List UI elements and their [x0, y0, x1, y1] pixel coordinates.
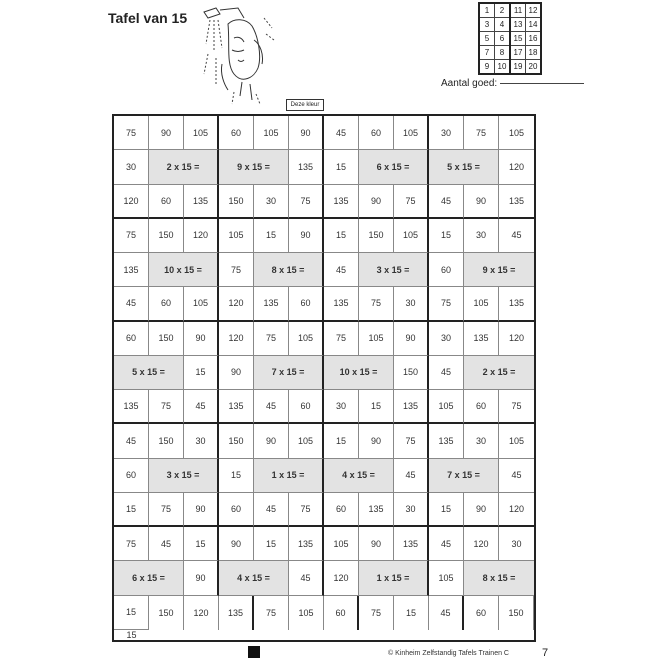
progress-cell[interactable]: 13	[510, 18, 526, 32]
question-cell[interactable]: 3 x 15 =	[149, 459, 219, 493]
answer-cell[interactable]: 135	[499, 185, 534, 219]
answer-cell[interactable]: 60	[464, 390, 499, 424]
answer-cell[interactable]: 30	[429, 322, 464, 356]
answer-cell[interactable]: 75	[359, 596, 394, 630]
answer-cell[interactable]: 45	[149, 527, 184, 561]
progress-cell[interactable]: 5	[479, 32, 495, 46]
answer-cell[interactable]: 75	[149, 390, 184, 424]
answer-cell[interactable]: 60	[324, 596, 359, 630]
answer-cell[interactable]: 45	[324, 253, 359, 287]
answer-cell[interactable]: 15	[219, 459, 254, 493]
answer-cell[interactable]: 30	[464, 219, 499, 253]
answer-cell[interactable]: 75	[219, 253, 254, 287]
answer-cell[interactable]: 75	[499, 390, 534, 424]
question-cell[interactable]: 9 x 15 =	[219, 150, 289, 184]
progress-cell[interactable]: 3	[479, 18, 495, 32]
answer-cell[interactable]: 15	[359, 390, 394, 424]
answer-cell[interactable]: 60	[219, 493, 254, 527]
answer-cell[interactable]: 75	[394, 185, 429, 219]
answer-cell[interactable]: 15	[324, 219, 359, 253]
answer-cell[interactable]: 90	[289, 116, 324, 150]
answer-cell[interactable]: 75	[114, 527, 149, 561]
answer-cell[interactable]: 60	[149, 185, 184, 219]
answer-cell[interactable]: 105	[359, 322, 394, 356]
answer-cell[interactable]: 30	[324, 390, 359, 424]
question-cell[interactable]: 7 x 15 =	[254, 356, 324, 390]
page-number: 7	[542, 647, 549, 659]
answer-cell[interactable]: 150	[499, 596, 534, 630]
answer-cell[interactable]: 105	[184, 287, 219, 321]
answer-cell[interactable]: 105	[254, 116, 289, 150]
answer-cell[interactable]: 45	[499, 219, 534, 253]
answer-cell[interactable]: 45	[429, 596, 464, 630]
answer-cell[interactable]: 60	[149, 287, 184, 321]
progress-number-grid	[478, 2, 542, 75]
answer-cell[interactable]: 75	[359, 287, 394, 321]
answer-cell[interactable]: 45	[394, 459, 429, 493]
answer-cell[interactable]: 105	[429, 390, 464, 424]
answer-cell[interactable]: 90	[219, 527, 254, 561]
progress-cell[interactable]: 12	[526, 3, 542, 18]
answer-cell[interactable]: 120	[184, 219, 219, 253]
question-cell[interactable]: 3 x 15 =	[359, 253, 429, 287]
question-cell[interactable]: 2 x 15 =	[149, 150, 219, 184]
question-cell[interactable]: 10 x 15 =	[324, 356, 394, 390]
answer-cell[interactable]: 75	[114, 116, 149, 150]
answer-cell[interactable]: 15	[429, 219, 464, 253]
progress-cell[interactable]: 8	[495, 46, 511, 60]
answer-cell[interactable]: 45	[114, 424, 149, 458]
answer-cell[interactable]: 90	[149, 116, 184, 150]
progress-cell[interactable]: 4	[495, 18, 511, 32]
answer-cell[interactable]: 105	[184, 116, 219, 150]
answer-cell[interactable]: 90	[184, 561, 219, 595]
copyright-text: © Kinheim Zelfstandig Tafels Trainen C	[388, 650, 509, 657]
answer-cell[interactable]: 105	[464, 287, 499, 321]
answer-cell[interactable]: 120	[499, 150, 534, 184]
answer-cell[interactable]: 15	[114, 596, 149, 630]
answer-cell[interactable]: 120	[324, 561, 359, 595]
multiplication-grid	[112, 114, 536, 642]
answer-cell[interactable]: 135	[219, 390, 254, 424]
answer-cell[interactable]: 15	[324, 150, 359, 184]
answer-cell[interactable]: 75	[289, 493, 324, 527]
answer-cell[interactable]: 15	[184, 527, 219, 561]
answer-cell[interactable]: 105	[394, 116, 429, 150]
shower-illustration-icon	[198, 4, 278, 108]
answer-cell[interactable]: 45	[429, 356, 464, 390]
answer-cell[interactable]: 135	[324, 287, 359, 321]
answer-cell[interactable]: 90	[359, 424, 394, 458]
answer-cell[interactable]: 150	[149, 596, 184, 630]
answer-cell[interactable]: 135	[394, 527, 429, 561]
answer-cell[interactable]: 75	[429, 287, 464, 321]
answer-cell[interactable]: 30	[254, 185, 289, 219]
answer-cell[interactable]: 120	[219, 287, 254, 321]
progress-cell[interactable]: 11	[510, 3, 526, 18]
answer-cell[interactable]: 105	[499, 424, 534, 458]
answer-cell[interactable]: 30	[464, 424, 499, 458]
answer-cell[interactable]: 15	[394, 596, 429, 630]
answer-cell[interactable]: 90	[184, 322, 219, 356]
progress-cell[interactable]: 14	[526, 18, 542, 32]
answer-cell[interactable]: 15	[429, 493, 464, 527]
progress-cell[interactable]: 1	[479, 3, 495, 18]
answer-cell[interactable]: 105	[289, 424, 324, 458]
answer-cell[interactable]: 15	[254, 527, 289, 561]
answer-cell[interactable]: 45	[254, 390, 289, 424]
answer-cell[interactable]: 90	[394, 322, 429, 356]
question-cell[interactable]: 6 x 15 =	[114, 561, 184, 595]
answer-cell[interactable]: 15	[114, 493, 149, 527]
answer-cell[interactable]: 150	[149, 424, 184, 458]
answer-cell[interactable]: 75	[254, 596, 289, 630]
answer-cell[interactable]: 135	[219, 596, 254, 630]
progress-cell[interactable]: 17	[510, 46, 526, 60]
answer-cell[interactable]: 45	[324, 116, 359, 150]
progress-cell[interactable]: 18	[526, 46, 542, 60]
answer-cell[interactable]: 15	[324, 424, 359, 458]
answer-cell[interactable]: 105	[324, 527, 359, 561]
answer-cell[interactable]: 120	[114, 185, 149, 219]
question-cell[interactable]: 6 x 15 =	[359, 150, 429, 184]
answer-cell[interactable]: 90	[289, 219, 324, 253]
progress-cell[interactable]: 7	[479, 46, 495, 60]
answer-cell[interactable]: 150	[149, 219, 184, 253]
answer-cell[interactable]: 90	[184, 493, 219, 527]
answer-cell[interactable]: 45	[429, 527, 464, 561]
answer-cell[interactable]: 150	[219, 424, 254, 458]
answer-cell[interactable]: 60	[289, 390, 324, 424]
answer-cell[interactable]: 135	[184, 185, 219, 219]
answer-cell[interactable]: 150	[219, 185, 254, 219]
answer-cell[interactable]: 150	[394, 356, 429, 390]
answer-cell[interactable]: 90	[464, 185, 499, 219]
worksheet-title: Tafel van 15	[108, 10, 188, 26]
question-cell[interactable]: 10 x 15 =	[149, 253, 219, 287]
answer-cell[interactable]: 45	[289, 561, 324, 595]
answer-cell[interactable]: 15	[126, 629, 137, 640]
answer-cell[interactable]: 60	[429, 253, 464, 287]
progress-cell[interactable]: 10	[495, 60, 511, 75]
answer-cell[interactable]: 135	[114, 253, 149, 287]
answer-cell[interactable]: 135	[394, 390, 429, 424]
answer-cell[interactable]: 135	[289, 150, 324, 184]
question-cell[interactable]: 1 x 15 =	[359, 561, 429, 595]
question-cell[interactable]: 5 x 15 =	[429, 150, 499, 184]
score-line[interactable]	[500, 82, 584, 84]
answer-cell[interactable]: 135	[464, 322, 499, 356]
answer-cell[interactable]: 30	[394, 287, 429, 321]
question-cell[interactable]: 4 x 15 =	[324, 459, 394, 493]
answer-cell[interactable]: 75	[464, 116, 499, 150]
answer-cell[interactable]: 105	[429, 561, 464, 595]
answer-cell[interactable]: 60	[219, 116, 254, 150]
answer-cell[interactable]: 105	[219, 219, 254, 253]
answer-cell[interactable]: 150	[149, 322, 184, 356]
answer-cell[interactable]: 30	[394, 493, 429, 527]
answer-cell[interactable]: 120	[184, 596, 219, 630]
answer-cell[interactable]: 120	[219, 322, 254, 356]
answer-cell[interactable]: 150	[359, 219, 394, 253]
answer-cell[interactable]: 30	[429, 116, 464, 150]
question-cell[interactable]: 1 x 15 =	[254, 459, 324, 493]
answer-cell[interactable]: 75	[324, 322, 359, 356]
progress-cell[interactable]: 9	[479, 60, 495, 75]
answer-cell[interactable]: 60	[324, 493, 359, 527]
answer-cell[interactable]: 105	[499, 116, 534, 150]
answer-cell[interactable]: 120	[499, 322, 534, 356]
answer-cell[interactable]: 75	[149, 493, 184, 527]
color-label-box: Deze kleur	[286, 99, 324, 111]
progress-cell[interactable]: 19	[510, 60, 526, 75]
answer-cell[interactable]: 30	[184, 424, 219, 458]
score-label: Aantal goed:	[441, 78, 498, 89]
progress-cell[interactable]: 6	[495, 32, 511, 46]
answer-cell[interactable]: 135	[324, 185, 359, 219]
question-cell[interactable]: 2 x 15 =	[464, 356, 534, 390]
answer-cell[interactable]: 60	[114, 459, 149, 493]
answer-cell[interactable]: 45	[429, 185, 464, 219]
answer-cell[interactable]: 105	[394, 219, 429, 253]
question-cell[interactable]: 5 x 15 =	[114, 356, 184, 390]
answer-cell[interactable]: 135	[289, 527, 324, 561]
question-cell[interactable]: 4 x 15 =	[219, 561, 289, 595]
question-cell[interactable]: 8 x 15 =	[254, 253, 324, 287]
answer-cell[interactable]: 135	[254, 287, 289, 321]
answer-cell[interactable]: 135	[429, 424, 464, 458]
answer-cell[interactable]: 135	[499, 287, 534, 321]
progress-cell[interactable]: 16	[526, 32, 542, 46]
answer-cell[interactable]: 30	[114, 150, 149, 184]
answer-cell[interactable]: 15	[184, 356, 219, 390]
answer-cell[interactable]: 90	[359, 527, 394, 561]
answer-cell[interactable]: 75	[114, 219, 149, 253]
answer-cell[interactable]: 75	[394, 424, 429, 458]
answer-cell[interactable]: 45	[254, 493, 289, 527]
answer-cell[interactable]: 90	[254, 424, 289, 458]
progress-cell[interactable]: 2	[495, 3, 511, 18]
answer-cell[interactable]: 90	[359, 185, 394, 219]
answer-cell[interactable]: 60	[464, 596, 499, 630]
answer-cell[interactable]: 105	[289, 322, 324, 356]
progress-cell[interactable]: 20	[526, 60, 542, 75]
answer-cell[interactable]: 135	[114, 390, 149, 424]
answer-cell[interactable]: 75	[254, 322, 289, 356]
progress-cell[interactable]: 15	[510, 32, 526, 46]
answer-cell[interactable]: 90	[219, 356, 254, 390]
score-field	[441, 78, 584, 89]
answer-cell[interactable]: 45	[499, 459, 534, 493]
question-cell[interactable]: 9 x 15 =	[464, 253, 534, 287]
answer-cell[interactable]: 45	[184, 390, 219, 424]
answer-cell[interactable]: 90	[464, 493, 499, 527]
answer-cell[interactable]: 105	[289, 596, 324, 630]
question-cell[interactable]: 7 x 15 =	[429, 459, 499, 493]
answer-cell[interactable]: 30	[499, 527, 534, 561]
answer-cell[interactable]: 60	[289, 287, 324, 321]
answer-cell[interactable]: 60	[359, 116, 394, 150]
answer-cell[interactable]: 120	[464, 527, 499, 561]
answer-cell[interactable]: 120	[499, 493, 534, 527]
answer-cell[interactable]: 75	[289, 185, 324, 219]
black-square-marker	[248, 646, 260, 658]
answer-cell[interactable]: 60	[114, 322, 149, 356]
answer-cell[interactable]: 135	[359, 493, 394, 527]
answer-cell[interactable]: 45	[114, 287, 149, 321]
answer-cell[interactable]: 15	[254, 219, 289, 253]
question-cell[interactable]: 8 x 15 =	[464, 561, 534, 595]
